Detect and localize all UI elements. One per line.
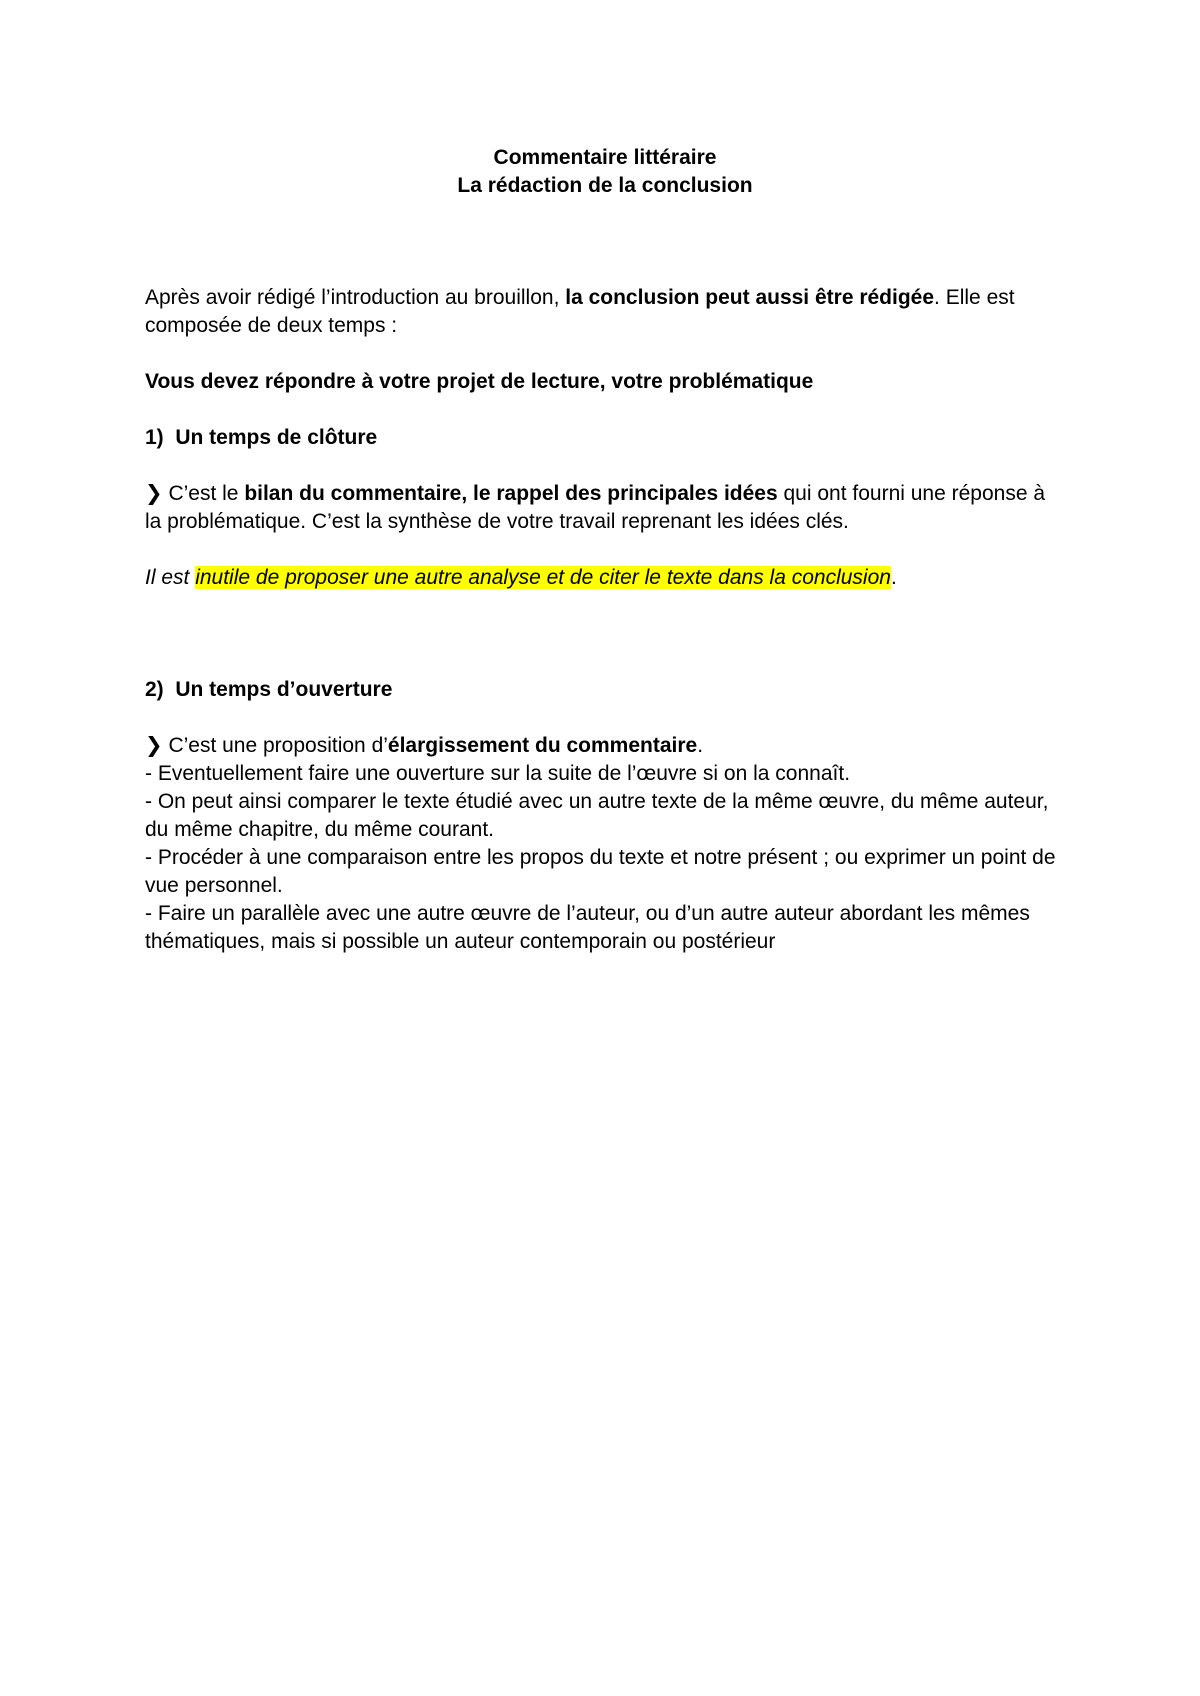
section1-bullet-after: qui ont fourni une réponse à la problématique. C’est la synthèse de votre travail reprenant les idées clés. [145,482,1046,533]
section2-bullet-before: C’est une proposition d’ [162,734,388,757]
section1-bullet [145,480,1065,536]
section2-bullet-after: . [697,734,704,757]
list-item: - Eventuellement faire une ouverture sur la suite de l’œuvre si on la connaît. [145,762,851,785]
intro-paragraph [145,284,1065,340]
section2-bullet-bold: élargissement du commentaire [387,734,698,757]
requirement-line: Vous devez répondre à votre projet de lecture, votre problématique [145,370,814,393]
list-item: - Faire un parallèle avec une autre œuvre de l’auteur, ou d’un autre auteur abordant les mêmes thématiques, mais si possible un auteur contemporain ou postérieur [145,902,1030,953]
document-subtitle: La rédaction de la conclusion [457,174,753,197]
list-item: - On peut ainsi comparer le texte étudié avec un autre texte de la même œuvre, du même auteur, du même chapitre, du même courant. [145,790,1049,841]
section2-bullet [145,732,1065,760]
intro-text-after: . Elle est composée de deux temps : [145,286,1015,337]
section1-note-before: Il est [145,566,196,589]
section1-note [145,564,1065,592]
chevron-right-icon: ❯ [145,734,163,757]
intro-text-before: Après avoir rédigé l’introduction au brouillon, [145,286,566,309]
list-item: - Procéder à une comparaison entre les propos du texte et notre présent ; ou exprimer un point de vue personnel. [145,846,1056,897]
intro-bold: la conclusion peut aussi être rédigée [565,286,935,309]
document-content [145,144,1065,956]
section2-heading: 2) Un temps d’ouverture [145,678,393,701]
section1-bullet-bold: bilan du commentaire, le rappel des principales idées [244,482,778,505]
document-title: Commentaire littéraire [493,146,717,169]
title-block [145,144,1065,200]
section1-note-after: . [890,566,897,589]
section1-bullet-before: C’est le [162,482,245,505]
section1-note-highlight: inutile de proposer une autre analyse et de citer le texte dans la conclusion [195,566,891,589]
section1-heading: 1) Un temps de clôture [145,426,378,449]
chevron-right-icon: ❯ [145,482,163,505]
